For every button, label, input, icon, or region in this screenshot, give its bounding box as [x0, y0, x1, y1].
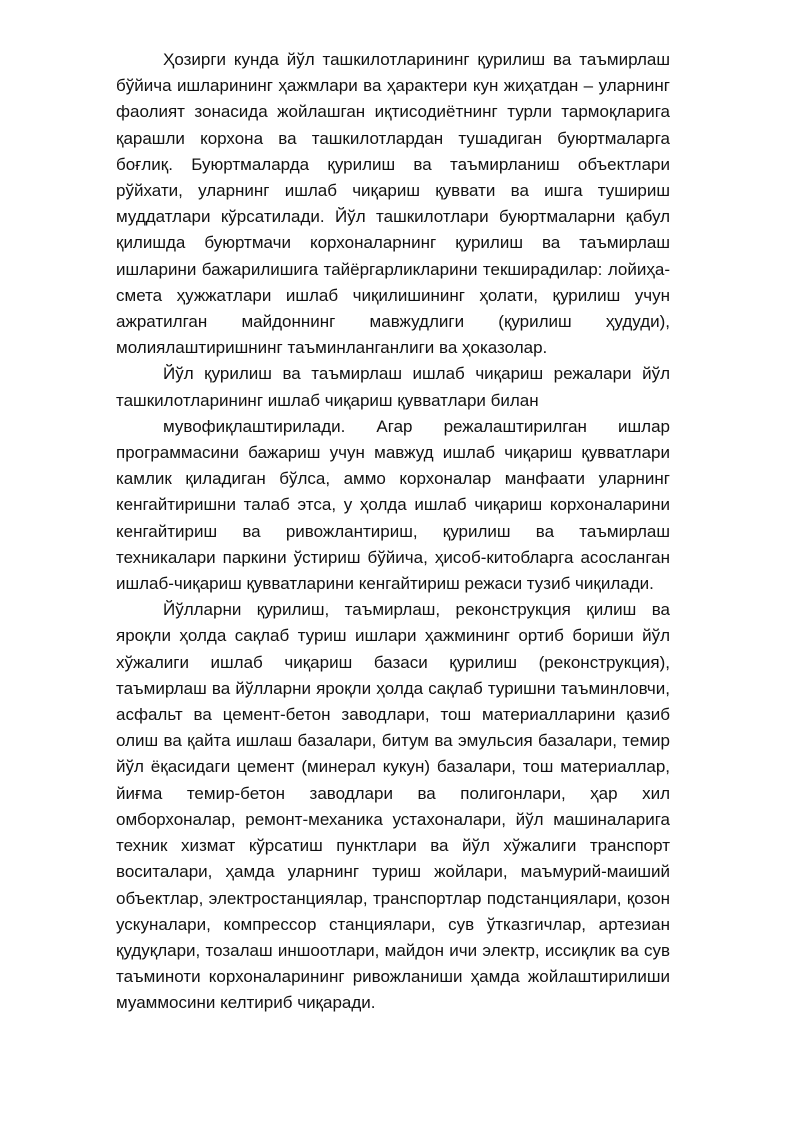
paragraph-production-base: Йўлларни қурилиш, таъмирлаш, реконструкция қилиш ва яроқли ҳолда сақлаб туриш ишлари ҳажмининг ортиб бориши йўл хўжалиги ишлаб чиқариш базаси қурилиш (реконструкция), таъмирлаш ва йўлларни яроқли ҳолда сақлаб туришни таъминловчи, асфальт ва цемент-бетон заводлари, тош материалларини қазиб олиш ва қайта ишлаш базалари, битум ва эмульсия базалари, темир йўл ёқасидаги цемент (минерал кукун) базалари, тош материаллар, йиғма темир-бетон заводлари ва полигонлари, ҳар хил омборхоналар, ремонт-механика устахоналари, йўл машиналарига техник хизмат кўрсатиш пунктлари ва йўл хўжалиги транспорт воситалари, ҳамда уларнинг туриш жойлари, маъмурий-маиший объектлар, электростанциялар, транспортлар подстанциялари, қозон ускуналари, компрессор станциялари, сув ўтказгичлар, артезиан қудуқлари, тозалаш иншоотлари, майдон ичи электр, иссиқлик ва сув таъминоти корхоналарининг ривожланиши ҳамда жойлаштирилиши муаммосини келтириб чиқаради.	[116, 600, 670, 1013]
document-page	[116, 47, 670, 1017]
paragraph-production-plans: Йўл қурилиш ва таъмирлаш ишлаб чиқариш режалари йўл ташкилотларининг ишлаб чиқариш қувватлари билан	[116, 364, 670, 410]
paragraph-orders: Ҳозирги кунда йўл ташкилотларининг қурилиш ва таъмирлаш бўйича ишларининг ҳажмлари ва ҳарактери кун жиҳатдан – уларнинг фаолият зонасида жойлашган иқтисодиётнинг турли тармоқларига қарашли корхона ва ташкилотлардан тушадиган буюртмаларга боғлиқ. Буюртмаларда қурилиш ва таъмирланиш объектлари рўйхати, уларнинг ишлаб чиқариш қуввати ва ишга тушириш муддатлари кўрсатилади. Йўл ташкилотлари буюртмаларни қабул қилишда буюртмачи корхоналарнинг қурилиш ва таъмирлаш ишларини бажарилишига тайёргарликларини текширадилар: лойиҳа-смета ҳужжатлари ишлаб чиқилишининг ҳолати, қурилиш учун ажратилган майдоннинг мавжудлиги (қурилиш ҳудуди), молиялаштиришнинг таъминланганлиги ва ҳоказолар.	[116, 50, 670, 358]
paragraph-capacity-expansion: мувофиқлаштирилади. Агар режалаштирилган ишлар программасини бажариш учун мавжуд ишлаб чиқариш қувватлари камлик қиладиган бўлса, аммо корхоналар манфаати уларнинг кенгайтиришни талаб этса, у ҳолда ишлаб чиқариш корхоналарини кенгайтириш ва ривожлантириш, қурилиш ва таъмирлаш техникалари паркини ўстириш бўйича, ҳисоб-китобларга асосланган ишлаб-чиқариш қувватларини кенгайтириш режаси тузиб чиқилади.	[116, 416, 670, 594]
